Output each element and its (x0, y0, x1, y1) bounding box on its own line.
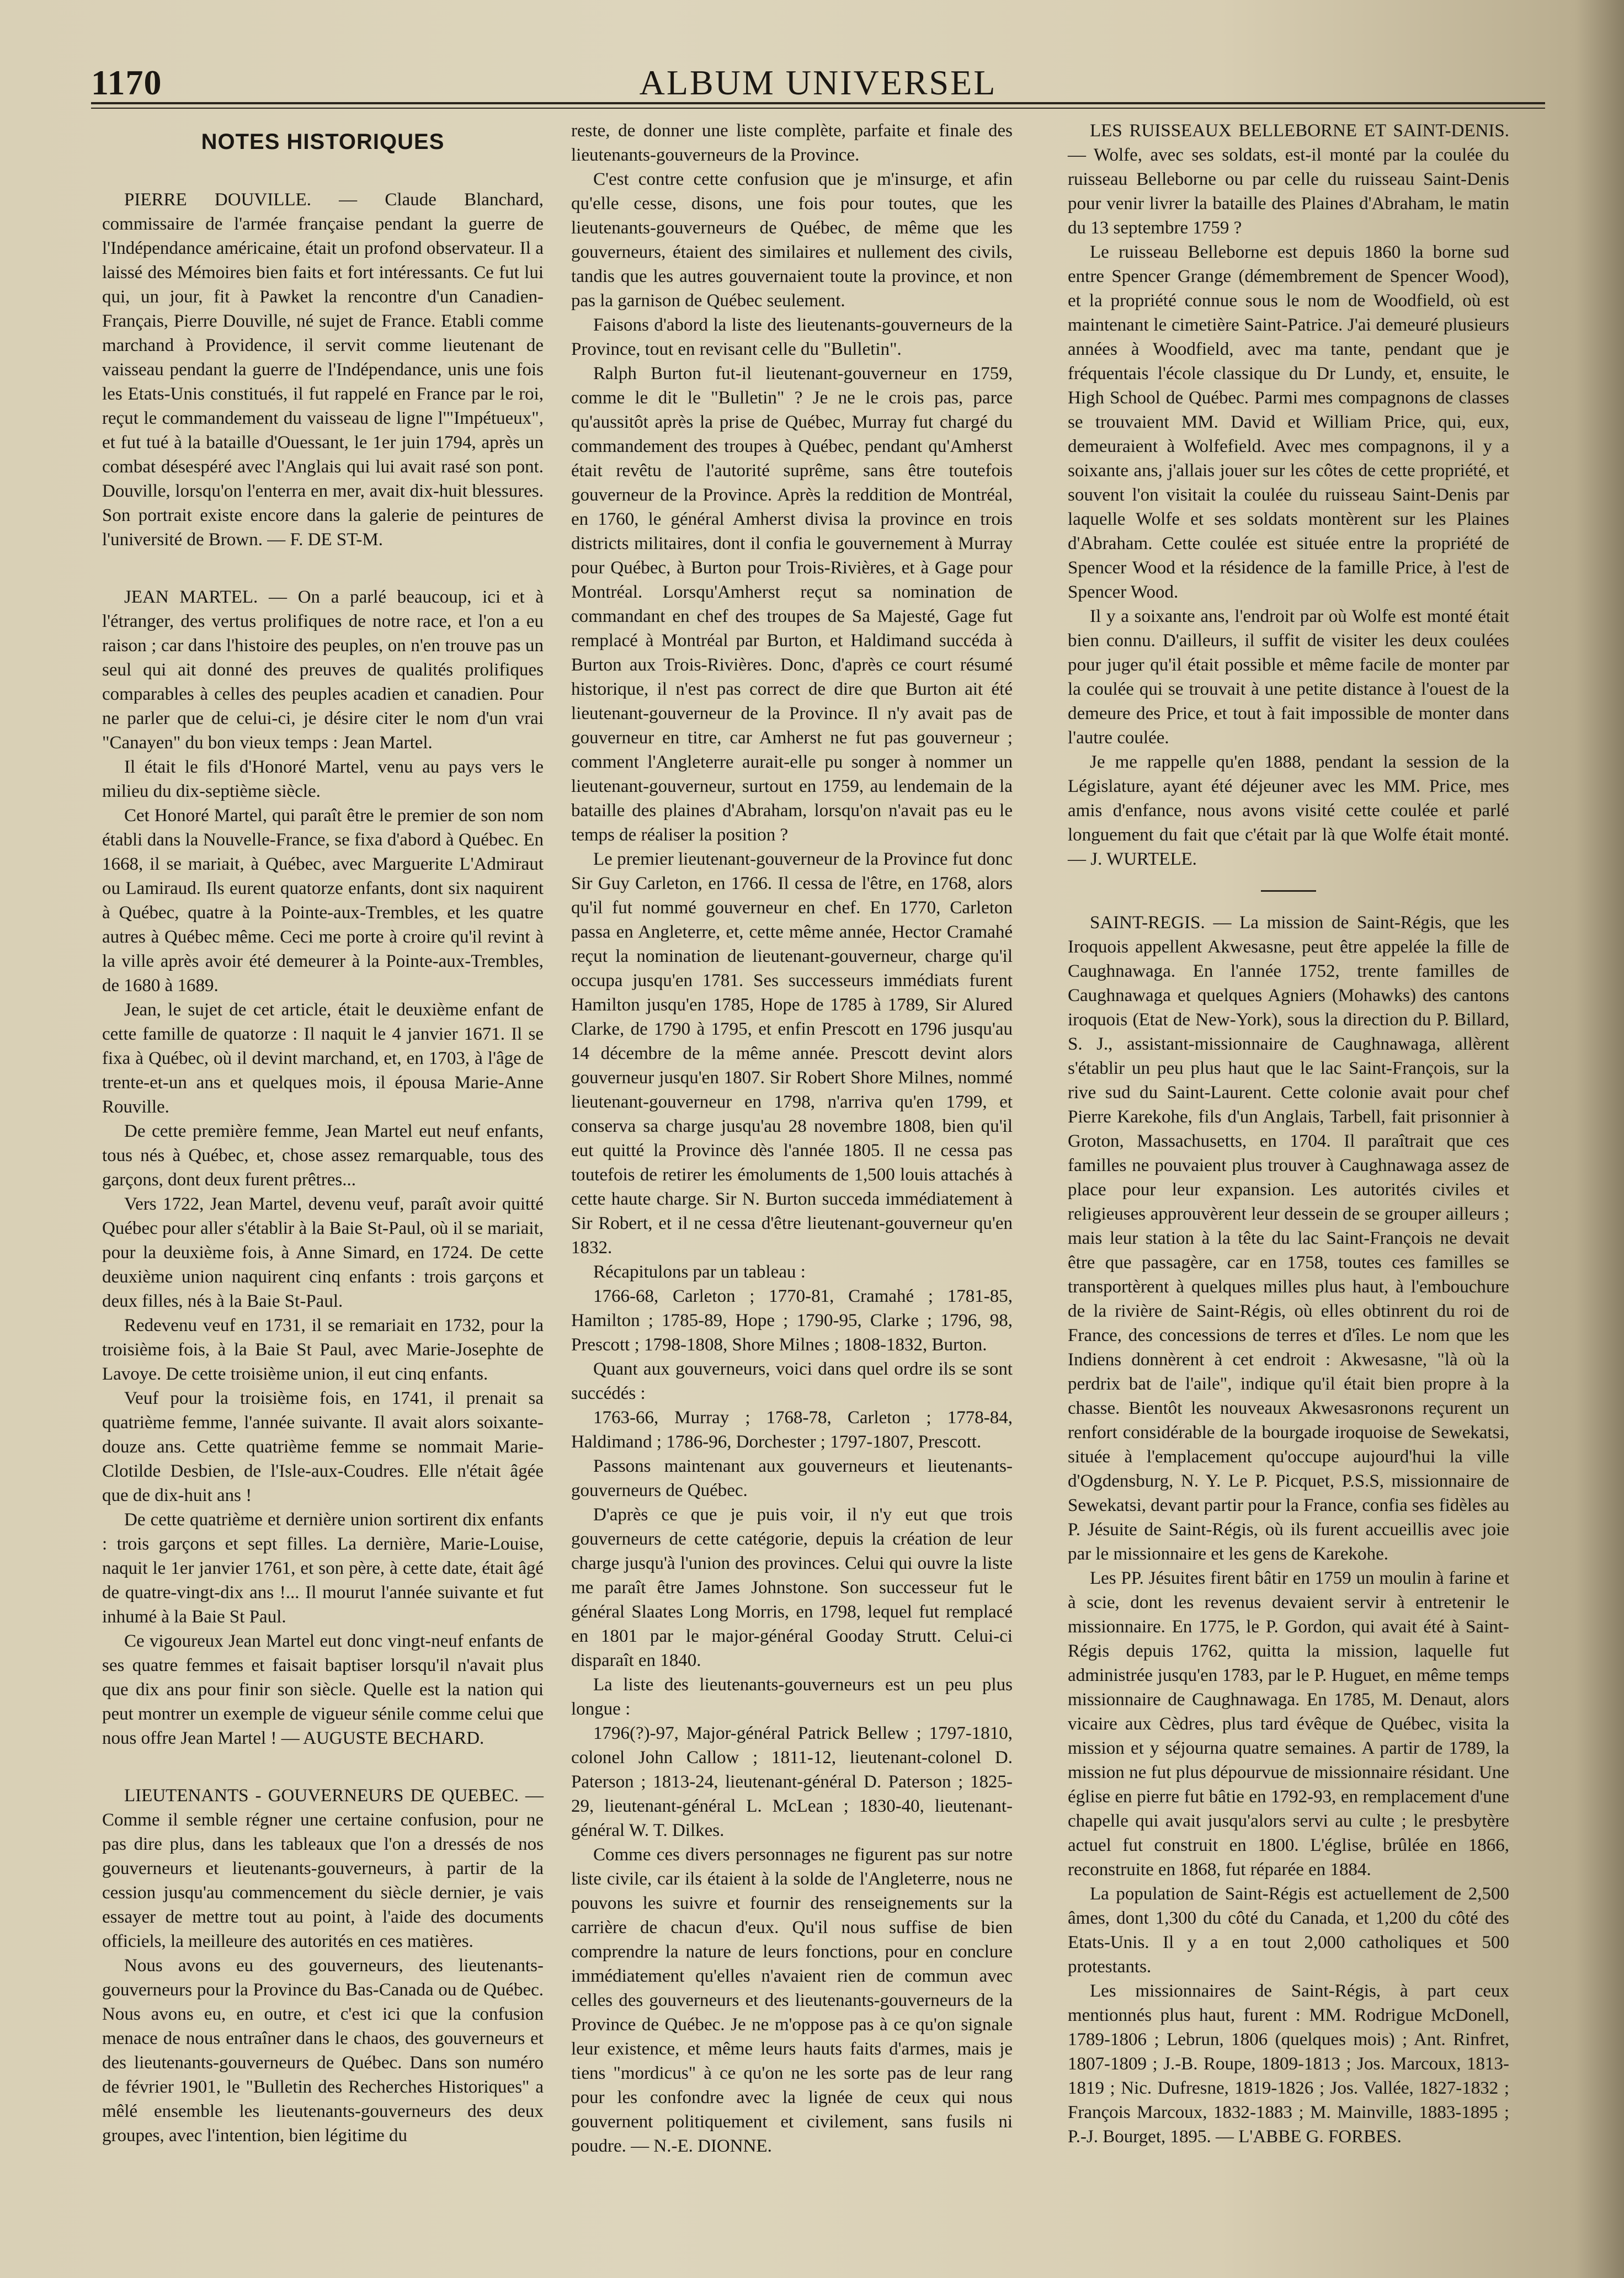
paragraph: Comme ces divers personnages ne figurent pas sur notre liste civile, car ils étaient à la solde de l'Angleterre, nous ne pouvons les suivre et fournir des renseignements sur la carrière de chacun d'eux. Qu'il nous suffise de bien comprendre la nature de leurs fonctions, pour en conclure immédiatement qu'elles n'avaient rien de commun avec celles des gouverneurs et des lieutenants-gouverneurs de la Province de Québec. Je ne m'oppose pas à ce qu'on signale leur existence, et même leurs hauts faits d'armes, mais je tiens "mordicus" à ce qu'on ne les sorte pas de leur rang pour les confondre avec la lignée de ceux qui nous gouvernent politiquement et civilement, sans fusils ni poudre. — N.-E. DIONNE. (571, 1845, 1013, 2156)
paragraph: JEAN MARTEL. — On a parlé beaucoup, ici et à l'étranger, des vertus prolifiques de notre race, et l'on a eu raison ; car dans l'histoire des peuples, on n'en trouve pas un seul qui ait donné des preuves de qualités prolifiques comparables à celles des peuples acadien et canadien. Pour ne parler que de celui-ci, je désire citer le nom d'un vrai "Canayen" du bon vieux temps : Jean Martel. (102, 587, 544, 753)
paragraph: LIEUTENANTS - GOUVERNEURS DE QUEBEC. — Comme il semble régner une certaine confusion, pour ne pas dire plus, dans les tableaux que l'on a dressés de nos gouverneurs et lieutenants-gouverneurs, à partir de la cession jusqu'au commencement du siècle dernier, je vais essayer de mettre tout au point, à l'aide des documents officiels, la meilleure des autorités en ces matières. (102, 1786, 544, 1951)
paragraph: De cette quatrième et dernière union sortirent dix enfants : trois garçons et sept filles. La dernière, Marie-Louise, naquit le 1er janvier 1761, et son père, à cette date, était âgé de quatre-vingt-dix ans !... Il mourut l'année suivante et fut inhumé à la Baie St Paul. (102, 1510, 544, 1627)
paragraph: Quant aux gouverneurs, voici dans quel ordre ils se sont succédés : (571, 1359, 1013, 1403)
paragraph: Jean, le sujet de cet article, était le deuxième enfant de cette famille de quatorze : Il naquit le 4 janvier 1671. Il se fixa à Québec, où il devint marchand, et, en 1703, à l'âge de trente-et-un ans et quelques mois, il épousa Marie-Anne Rouville. (102, 1000, 544, 1117)
page-header (91, 58, 1545, 108)
section-title: NOTES HISTORIQUES (201, 130, 445, 154)
paragraph: 1766-68, Carleton ; 1770-81, Cramahé ; 1781-85, Hamilton ; 1785-89, Hope ; 1790-95, Clarke ; 1796, 98, Prescott ; 1798-1808, Shore Milnes ; 1808-1832, Burton. (571, 1286, 1013, 1355)
article-separator (1261, 890, 1316, 892)
paragraph: De cette première femme, Jean Martel eut neuf enfants, tous nés à Québec, et, chose assez remarquable, tous des garçons, dont deux furent prêtres... (102, 1121, 544, 1190)
paragraph: LES RUISSEAUX BELLEBORNE ET SAINT-DENIS. — Wolfe, avec ses soldats, est-il monté par la coulée du ruisseau Belleborne ou par celle du ruisseau Saint-Denis pour venir livrer la bataille des Plaines d'Abraham, le matin du 13 septembre 1759 ? (1068, 121, 1509, 238)
paragraph: Passons maintenant aux gouverneurs et lieutenants-gouverneurs de Québec. (571, 1456, 1013, 1500)
column-3 (1068, 119, 1509, 2149)
paragraph: Il était le fils d'Honoré Martel, venu au pays vers le milieu du dix-septième siècle. (102, 757, 544, 801)
column-2 (571, 119, 1013, 2158)
paragraph: Les PP. Jésuites firent bâtir en 1759 un moulin à farine et à scie, dont les revenus devaient servir à entretenir le missionnaire. En 1775, le P. Gordon, qui avait été à Saint-Régis depuis 1762, quitta la mission, laquelle fut administrée jusqu'en 1783, par le P. Huguet, en même temps missionnaire de Caughnawaga. En 1785, M. Denaut, alors vicaire aux Cèdres, plus tard évêque de Québec, visita la mission et y séjourna quatre semaines. A partir de 1789, la mission ne fut plus dépourvue de missionnaire résidant. Une église en pierre fut bâtie en 1792-93, en remplacement d'une chapelle qui avait jusqu'alors servi au culte ; le presbytère actuel fut construit en 1800. L'église, brûlée en 1866, reconstruite en 1868, fut réparée en 1884. (1068, 1568, 1509, 1880)
article-gap (102, 552, 544, 585)
paragraph: La population de Saint-Régis est actuellement de 2,500 âmes, dont 1,300 du côté du Canada, et 1,200 du côté des Etats-Unis. Il y a en tout 2,000 catholiques et 500 protestants. (1068, 1884, 1509, 1977)
paragraph: Faisons d'abord la liste des lieutenants-gouverneurs de la Province, tout en revisant celle du "Bulletin". (571, 315, 1013, 359)
paragraph: Cet Honoré Martel, qui paraît être le premier de son nom établi dans la Nouvelle-France, se fixa d'abord à Québec. En 1668, il se mariait, à Québec, avec Marguerite L'Admiraut ou Lamiraud. Ils eurent quatorze enfants, dont six naquirent à Québec, quatre à la Pointe-aux-Trembles, et les quatre autres à Québec même. Ceci me porte à croire qu'il revint à la ville après avoir été demeurer à la Pointe-aux-Trembles, de 1680 à 1689. (102, 806, 544, 996)
paragraph: Vers 1722, Jean Martel, devenu veuf, paraît avoir quitté Québec pour aller s'établir à la Baie St-Paul, où il se mariait, pour la deuxième fois, à Anne Simard, en 1724. De cette deuxième union naquirent cinq enfants : trois garçons et deux filles, nés à la Baie St-Paul. (102, 1194, 544, 1311)
masthead-title: ALBUM UNIVERSEL (639, 63, 997, 102)
paragraph: SAINT-REGIS. — La mission de Saint-Régis, que les Iroquois appellent Akwesasne, peut être appelée la fille de Caughnawaga. En l'année 1752, trente familles de Caughnawaga et quelques Agniers (Mohawks) des cantons iroquois (Etat de New-York), sous la direction du P. Billard, S. J., assistant-missionnaire de Caughnawaga, allèrent s'établir un peu plus haut que le lac Saint-François, sur la rive sud du Saint-Laurent. Cette colonie avait pour chef Pierre Karekohe, fils d'un Anglais, Tarbell, fait prisonnier à Groton, Massachusetts, en 1704. Il paraîtrait que ces familles ne pouvaient plus trouver à Caughnawaga assez de place pour leur expansion. Les autorités civiles et religieuses approuvèrent leur dessein de se grouper ailleurs ; mais leur station à la tête du lac Saint-François ne devait être que passagère, car en 1758, toutes ces familles se transportèrent à quelques milles plus haut, à l'embouchure de la rivière de Saint-Régis, où elles obtinrent du roi de France, des concessions de terres et d'îles. Le nom que les Indiens donnèrent à cet endroit : Akwesasne, "là où la perdrix bat de l'aile", indique qu'il était bien propre à la chasse. Bientôt les nouveaux Akwesasronons reçurent un renfort considérable de la bourgade iroquoise de Sewekatsi, située à l'emplacement qu'occupe aujourd'hui la ville d'Ogdensburg, N. Y. Le P. Picquet, P.S.S, missionnaire de Sewekatsi, devant partir pour la France, confia ses fidèles au P. Jésuite de Saint-Régis, où ils furent accueillis avec joie par le missionnaire et les gens de Karekohe. (1068, 913, 1509, 1564)
paragraph: PIERRE DOUVILLE. — Claude Blanchard, commissaire de l'armée française pendant la guerre de l'Indépendance américaine, était un profond observateur. Il a laissé des Mémoires bien faits et fort intéressants. Ce fut lui qui, un jour, fit à Pawket la rencontre d'un Canadien-Français, Pierre Douville, né sujet de France. Etabli comme marchand à Providence, il servit comme lieutenant de vaisseau pendant la guerre de l'Indépendance, unis une fois les Etats-Unis constitués, il fut rappelé en France par le roi, reçut le commandement du vaisseau de ligne l'"Impétueux", et fut tué à la bataille d'Ouessant, le 1er juin 1794, après un combat désespéré avec l'Anglais qui lui avait rasé son pont. Douville, lorsqu'on l'enterra en mer, avait dix-huit blessures. Son portrait existe encore dans la galerie de peintures de l'université de Brown. — F. DE ST-M. (102, 190, 544, 550)
header-rule (91, 102, 1545, 109)
paragraph: reste, de donner une liste complète, parfaite et finale des lieutenants-gouverneurs de la Province. (571, 121, 1013, 165)
paragraph: 1763-66, Murray ; 1768-78, Carleton ; 1778-84, Haldimand ; 1786-96, Dorchester ; 1797-1807, Prescott. (571, 1408, 1013, 1452)
paragraph: Redevenu veuf en 1731, il se remariait en 1732, pour la troisième fois, à la Baie St Paul, avec Marie-Josephte de Lavoye. De cette troisième union, il eut cinq enfants. (102, 1316, 544, 1384)
article-saint-regis (1068, 911, 1509, 2149)
column-1 (102, 119, 544, 2148)
paragraph: Le premier lieutenant-gouverneur de la Province fut donc Sir Guy Carleton, en 1766. Il cessa de l'être, en 1768, alors qu'il fut nommé gouverneur en chef. En 1770, Carleton passa en Angleterre, et, cette même année, Hector Cramahé reçut la nomination de lieutenant-gouverneur, charge qu'il occupa jusqu'en 1781. Ses successeurs immédiats furent Hamilton jusqu'en 1785, Hope de 1785 à 1789, Sir Alured Clarke, de 1790 à 1795, et enfin Prescott en 1796 jusqu'au 14 décembre de la même année. Prescott devint alors gouverneur jusqu'en 1807. Sir Robert Shore Milnes, nommé lieutenant-gouverneur en 1798, n'arriva qu'en 1799, et conserva sa charge jusqu'au 28 novembre 1808, bien qu'il eut quitté la Province dès l'année 1805. Il ne cessa pas toutefois de retirer les émoluments de 1,500 louis attachés à cette haute charge. Sir N. Burton succeda immédiatement à Sir Robert, et il ne cessa d'être lieutenant-gouverneur qu'en 1832. (571, 849, 1013, 1258)
paragraph: Récapitulons par un tableau : (593, 1262, 806, 1282)
paragraph: Ce vigoureux Jean Martel eut donc vingt-neuf enfants de ses quatre femmes et faisait baptiser lorsqu'il n'avait plus que dix ans pour finir son siècle. Quelle est la nation qui peut montrer un exemple de vigueur sénile comme celui que nous offre Jean Martel ! — AUGUSTE BECHARD. (102, 1631, 544, 1748)
paragraph: Veuf pour la troisième fois, en 1741, il prenait sa quatrième femme, l'année suivante. Il avait alors soixante-douze ans. Cette quatrième femme se nommait Marie-Clotilde Desbien, de l'Isle-aux-Coudres. Elle n'était âgée que de dix-huit ans ! (102, 1388, 544, 1505)
paragraph: Il y a soixante ans, l'endroit par où Wolfe est monté était bien connu. D'ailleurs, il suffit de visiter les deux coulées pour juger qu'il était possible et même facile de monter par la coulée qui se trouvait à une petite distance à l'ouest de la demeure des Price, et tout à fait impossible de monter dans l'autre coulée. (1068, 606, 1509, 748)
paragraph: 1796(?)-97, Major-général Patrick Bellew ; 1797-1810, colonel John Callow ; 1811-12, lieutenant-colonel D. Paterson ; 1813-24, lieutenant-général D. Paterson ; 1825-29, lieutenant-général L. McLean ; 1830-40, lieutenant-général W. T. Dilkes. (571, 1723, 1013, 1840)
article-ruisseaux (1068, 119, 1509, 871)
article-pierre-douville (102, 188, 544, 552)
paragraph: Le ruisseau Belleborne est depuis 1860 la borne sud entre Spencer Grange (démembrement de Spencer Wood), et la propriété connue sous le nom de Woodfield, où est maintenant le cimetière Saint-Patrice. J'ai demeuré plusieurs années à Woodfield, avec ma tante, pendant que je fréquentais l'école classique du Dr Lundy, et, ensuite, le High School de Québec. Parmi mes compagnons de classes se trouvaient MM. David et William Price, qui, eux, demeuraient à Wolfefield. Avec mes compagnons, il y a soixante ans, j'allais jouer sur les côtes de cette propriété, et souvent l'on visitait la coulée du ruisseau Saint-Denis par laquelle Wolfe et ses soldats montèrent sur les Plaines d'Abraham. Cette coulée est située entre la propriété de Spencer Wood et la résidence de la famille Price, à l'est de Spencer Wood. (1068, 242, 1509, 602)
article-gap (102, 1750, 544, 1784)
article-lieutenants-gouverneurs (102, 1784, 544, 2148)
article-jean-martel (102, 585, 544, 1750)
paragraph: C'est contre cette confusion que je m'insurge, et afin qu'elle cesse, disons, une fois pour toutes, que les lieutenants-gouverneurs de Québec, de même que les gouverneurs, étaient des similaires et nullement des civils, tandis que les autres gouvernaient toute la province, et non pas la garnison de Québec seulement. (571, 169, 1013, 311)
paragraph: Ralph Burton fut-il lieutenant-gouverneur en 1759, comme le dit le "Bulletin" ? Je ne le crois pas, parce qu'aussitôt après la prise de Québec, Murray fut chargé du commandement des troupes à Québec, pendant qu'Amherst était revêtu de l'autorité suprême, sans être toutefois gouverneur de la Province. Après la reddition de Montréal, en 1760, le général Amherst divisa la province en trois districts militaires, dont il confia le gouvernement à Murray pour Québec, à Burton pour Trois-Rivières, et à Gage pour Montréal. Lorsqu'Amherst reçut sa nomination de commandant en chef des troupes de Sa Majesté, Gage fut remplacé à Montréal par Burton, et Haldimand succéda à Burton aux Trois-Rivières. Donc, d'après ce court résumé historique, il n'est pas correct de dire que Burton ait été lieutenant-gouverneur de la Province. Il n'y avait pas de gouverneur en titre, car Amherst ne fut pas gouverneur ; comment l'Angleterre aurait-elle pu songer à nommer un lieutenant-gouverneur, surtout en 1759, au lendemain de la bataille des plaines d'Abraham, lorsqu'on n'avait pas eu le temps de réaliser la position ? (571, 364, 1013, 845)
paragraph: Nous avons eu des gouverneurs, des lieutenants-gouverneurs pour la Province du Bas-Canada ou de Québec. Nous avons eu, en outre, et c'est ici que la confusion menace de nous entraîner dans le chaos, des gouverneurs et des lieutenants-gouverneurs de Québec. Dans son numéro de février 1901, le "Bulletin des Recherches Historiques" a mêlé ensemble les lieutenants-gouverneurs des deux groupes, avec l'intention, bien légitime du (102, 1956, 544, 2146)
paragraph: Les missionnaires de Saint-Régis, à part ceux mentionnés plus haut, furent : MM. Rodrigue McDonell, 1789-1806 ; Lebrun, 1806 (quelques mois) ; Ant. Rinfret, 1807-1809 ; J.-B. Roupe, 1809-1813 ; Jos. Marcoux, 1813-1819 ; Nic. Dufresne, 1819-1826 ; Jos. Vallée, 1827-1832 ; François Marcoux, 1832-1883 ; M. Mainville, 1883-1895 ; P.-J. Bourget, 1895. — L'ABBE G. FORBES. (1068, 1981, 1509, 2147)
page-number: 1170 (91, 63, 162, 102)
paragraph: Je me rappelle qu'en 1888, pendant la session de la Législature, ayant été déjeuner avec les MM. Price, mes amis d'enfance, nous avons visité cette coulée et parlé longuement du fait que c'était par là que Wolfe était monté. — J. WURTELE. (1068, 752, 1509, 869)
paragraph: D'après ce que je puis voir, il n'y eut que trois gouverneurs de cette catégorie, depuis la création de leur charge jusqu'à l'union des provinces. Celui qui ouvre la liste me paraît être James Johnstone. Son successeur fut le général Slaates Long Morris, en 1798, lequel fut remplacé en 1801 par le major-général Gooday Strutt. Celui-ci disparaît en 1840. (571, 1505, 1013, 1670)
paragraph: La liste des lieutenants-gouverneurs est un peu plus longue : (571, 1675, 1013, 1719)
